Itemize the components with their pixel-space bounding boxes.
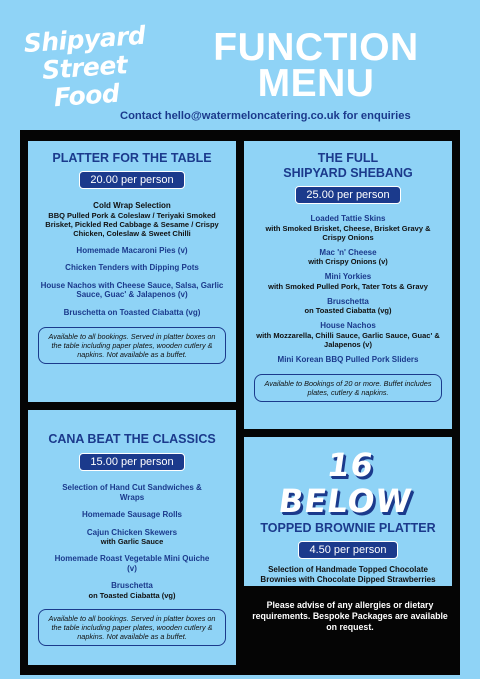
item-title: Homemade Sausage Rolls — [81, 510, 183, 519]
item-title: Mini Yorkies — [324, 272, 372, 281]
menu-item — [38, 246, 226, 256]
item-title: House Nachos with Cheese Sauce, Salsa, Garlic Sauce, Guac' & Jalapenos (v) — [40, 280, 224, 299]
menu-item — [38, 483, 226, 502]
menu-item — [38, 263, 226, 273]
menu-item — [254, 355, 442, 365]
menu-item — [38, 510, 226, 520]
shebang-title-line: THE FULL — [317, 151, 379, 165]
cana-note: Available to all bookings. Served in platter boxes on the table including paper plates, wooden cutlery & napkins. Not available as a buffet. — [38, 609, 226, 646]
menu-item — [254, 214, 442, 242]
shebang-note: Available to Bookings of 20 or more. Buffet includes plates, cutlery & napkins. — [254, 374, 442, 402]
brownie-price-badge: 4.50 per person — [298, 541, 397, 559]
platter-note: Available to all bookings. Served in platter boxes on the table including paper plates, wooden cutlery & napkins. Not available as a buffet. — [38, 327, 226, 364]
item-desc: on Toasted Ciabatta (vg) — [88, 590, 176, 600]
cana-card — [28, 410, 236, 665]
item-title: Cajun Chicken Skewers — [86, 527, 178, 537]
item-desc: with Smoked Pulled Pork, Tater Tots & Gravy — [268, 281, 428, 291]
platter-title: PLATTER FOR THE TABLE — [52, 151, 212, 165]
logo-line: Shipyard — [22, 20, 147, 59]
contact-suffix: for enquiries — [339, 110, 411, 122]
menu-item — [38, 201, 226, 238]
menu-item — [254, 297, 442, 316]
contact-prefix: Contact — [120, 110, 165, 122]
shebang-title-line: SHIPYARD SHEBANG — [283, 166, 413, 180]
title-line: MENU — [257, 62, 375, 105]
item-title: Cold Wrap Selection — [93, 201, 171, 210]
menu-item — [38, 281, 226, 300]
brownie-card — [244, 437, 452, 586]
menu-item — [254, 272, 442, 291]
logo-line: Street — [41, 50, 129, 85]
contact-email-link[interactable]: hello@watermeloncatering.co.uk — [164, 110, 340, 122]
item-title: Selection of Hand Cut Sandwiches & Wraps — [62, 483, 202, 502]
logo-line: Food — [52, 78, 121, 113]
item-desc: with Mozzarella, Chilli Sauce, Garlic Sauce, Guac' & Jalapenos (v) — [256, 330, 440, 349]
menu-item — [38, 581, 226, 600]
item-title: Bruschetta — [327, 296, 369, 306]
brownie-title: TOPPED BROWNIE PLATTER — [260, 521, 436, 535]
shebang-card — [244, 141, 452, 429]
item-desc: with Smoked Brisket, Cheese, Brisket Gravy & Crispy Onions — [265, 223, 431, 242]
item-title: House Nachos — [320, 321, 376, 330]
item-title: Homemade Roast Vegetable Mini Quiche (v) — [54, 554, 210, 573]
sixteen-below-logo: 16 BELOW — [276, 446, 415, 520]
item-desc: with Garlic Sauce — [100, 537, 164, 546]
item-title: Homemade Macaroni Pies (v) — [76, 245, 188, 255]
item-desc: BBQ Pulled Pork & Coleslaw / Teriyaki Smoked Brisket, Pickled Red Cabbage & Sesame / Crispy Chicken, Coleslaw & Sweet Chilli — [45, 210, 219, 238]
item-title: Mini Korean BBQ Pulled Pork Sliders — [277, 354, 419, 364]
shebang-price-badge: 25.00 per person — [295, 186, 400, 204]
menu-item — [254, 321, 442, 349]
item-desc: on Toasted Ciabatta (vg) — [304, 306, 392, 315]
item-title: Bruschetta — [111, 581, 153, 590]
item-title: Chicken Tenders with Dipping Pots — [65, 263, 199, 272]
item-title: Bruschetta on Toasted Ciabatta (vg) — [63, 307, 201, 317]
menu-item — [38, 308, 226, 318]
platter-card — [28, 141, 236, 402]
shipyard-street-food-logo — [23, 22, 147, 124]
title-line: FUNCTION — [213, 26, 419, 69]
item-desc: with Crispy Onions (v) — [308, 257, 388, 266]
platter-price-badge: 20.00 per person — [79, 171, 184, 189]
contact-line — [120, 110, 460, 122]
menu-item — [38, 554, 226, 573]
cana-title: CANA BEAT THE CLASSICS — [48, 432, 216, 446]
allergy-footer: Please advise of any allergies or dietary requirements. Bespoke Packages are available on request. — [252, 600, 448, 632]
brownie-desc: Selection of Handmade Topped Chocolate Brownies with Chocolate Dipped Strawberries — [260, 565, 436, 584]
cana-price-badge: 15.00 per person — [79, 453, 184, 471]
item-title: Loaded Tattie Skins — [310, 214, 386, 223]
item-title: Mac 'n' Cheese — [319, 247, 377, 257]
menu-item — [254, 248, 442, 267]
menu-item — [38, 528, 226, 547]
page-title — [190, 26, 442, 105]
